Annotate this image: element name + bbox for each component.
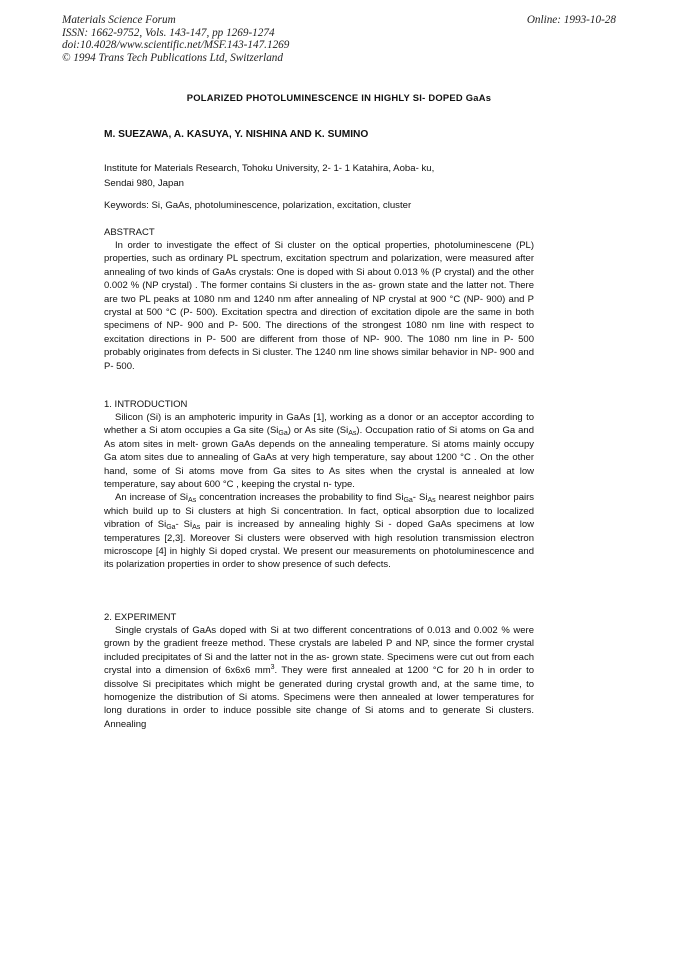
paper-title: POLARIZED PHOTOLUMINESCENCE IN HIGHLY SI- DOPED GaAs: [186, 92, 492, 103]
paragraph-text: In order to investigate the effect of Si cluster on the optical properties, photoluminescene (PL) properties, such as ordinary PL spectrum, excitation spectrum and polarization, were measured after annealing of two kinds of GaAs crystals: One is doped with Si about 0.013 % (P crystal) and the other 0.002 % (NP crystal) . The former contains Si clusters in the as- grown state and the latter not. There are two PL peaks at 1080 nm and 1240 nm after annealing of NP crystal at 900 °C (NP- 900) and P crystal at 500 °C (P- 500). Excitation spectra and direction of excitation dipole are the same in both specimens of NP- 900 and P- 500. The directions of the strongest 1080 nm line with respect to excitation directions in P- 500 are different from those of NP- 900. The 1080 nm line in P- 500 probably originates from defects in Si cluster. The 1240 nm line shows similar behavior in NP- 900 and P- 500.: [104, 240, 534, 372]
paragraph-text: ). Occupation ratio of Si atoms on Ga and As atom sites in melt- grown GaAs depends on the annealing temperature. Si atoms mainly occupy Ga atom sites due to annealing of GaAs at very high temperature, say about 1200 °C . On the other hand, some of Si atoms move from Ga sites to As sites when the crystal is annealed at low temperature, say about 600 °C , keeping the crystal n- type.: [104, 425, 534, 491]
section-heading: 2. EXPERIMENT: [104, 612, 177, 623]
subscript: As: [192, 524, 201, 532]
copyright-line: © 1994 Trans Tech Publications Ltd, Switzerland: [62, 51, 283, 64]
section-heading: 1. INTRODUCTION: [104, 399, 188, 410]
journal-name: Materials Science Forum: [62, 14, 176, 26]
subscript: Ga: [278, 430, 288, 438]
body-paragraph: [104, 624, 534, 731]
paragraph-text: concentration increases the probability to find Si: [196, 492, 404, 504]
abstract-section: [104, 227, 534, 373]
paragraph-text: - Si: [412, 492, 428, 504]
body-paragraph: [104, 411, 534, 491]
subscript: Ga: [166, 524, 176, 532]
paragraph-text: . They were first annealed at 1200 °C for 20 h in order to dissolve Si precipitates which might be generated during crystal growth and, at the same time, to homogenize the distribution of Si atoms. Specimens were then annealed at lower temperatures for long durations in order to induce possible site change of Si atoms and to generate Si clusters. Annealing: [104, 665, 534, 730]
paragraph-text: - Si: [175, 519, 193, 531]
issn-line: ISSN: 1662-9752, Vols. 143-147, pp 1269-1274: [62, 26, 275, 39]
doi-line[interactable]: doi:10.4028/www.scientific.net/MSF.143-147.1269: [62, 39, 290, 52]
paragraph-text: Single crystals of GaAs doped with Si at two different concentrations of 0.013 and 0.002 % were grown by the gradient freeze method. These crystals are labeled P and NP, since the former crystal included precipitates of Si and the latter not in the as- grown state. Specimens were cut out from each crystal into a dimension of 6x6x6 mm: [104, 625, 534, 677]
paragraph-text: Silicon (Si) is an amphoteric impurity in GaAs [1], working as a donor or an acceptor according to whether a Si atom occupies a Ga site (Si: [104, 412, 534, 437]
body-paragraph: [104, 491, 534, 571]
affiliation-line: Sendai 980, Japan: [104, 177, 185, 189]
superscript: 3: [270, 664, 275, 672]
subscript: As: [348, 430, 357, 438]
experiment-section: [104, 612, 534, 731]
author-list: M. SUEZAWA, A. KASUYA, Y. NISHINA AND K. SUMINO: [104, 129, 369, 140]
subscript: As: [427, 497, 436, 505]
online-date: Online: 1993-10-28: [526, 14, 616, 26]
paragraph-text: ) or As site (Si: [287, 425, 349, 437]
affiliation-line: Institute for Materials Research, Tohoku University, 2- 1- 1 Katahira, Aoba- ku,: [104, 163, 435, 174]
subscript: As: [188, 497, 197, 505]
introduction-section: [104, 399, 534, 572]
section-heading: ABSTRACT: [104, 227, 155, 238]
abstract-paragraph: [104, 239, 534, 373]
citation-block: [62, 14, 289, 64]
subscript: Ga: [403, 497, 413, 505]
citation-header: [62, 14, 616, 64]
paragraph-text: nearest neighbor pairs which build up to Si clusters at high Si concentration. In fact, optical absorption due to localized vibration of Si: [104, 492, 534, 531]
affiliation: [104, 162, 434, 191]
paragraph-text: pair is increased by annealing highly Si - doped GaAs specimens at low temperatures [2,3]. Moreover Si clusters were observed with high resolution transmission electron microscope [4] in highly Si doped crystal. We present our measurements on photoluminescence and its polarization properties in order to show presence of such defects.: [104, 519, 535, 571]
paragraph-text: An increase of Si: [115, 492, 189, 504]
keywords: Keywords: Si, GaAs, photoluminescence, polarization, excitation, cluster: [104, 200, 412, 211]
